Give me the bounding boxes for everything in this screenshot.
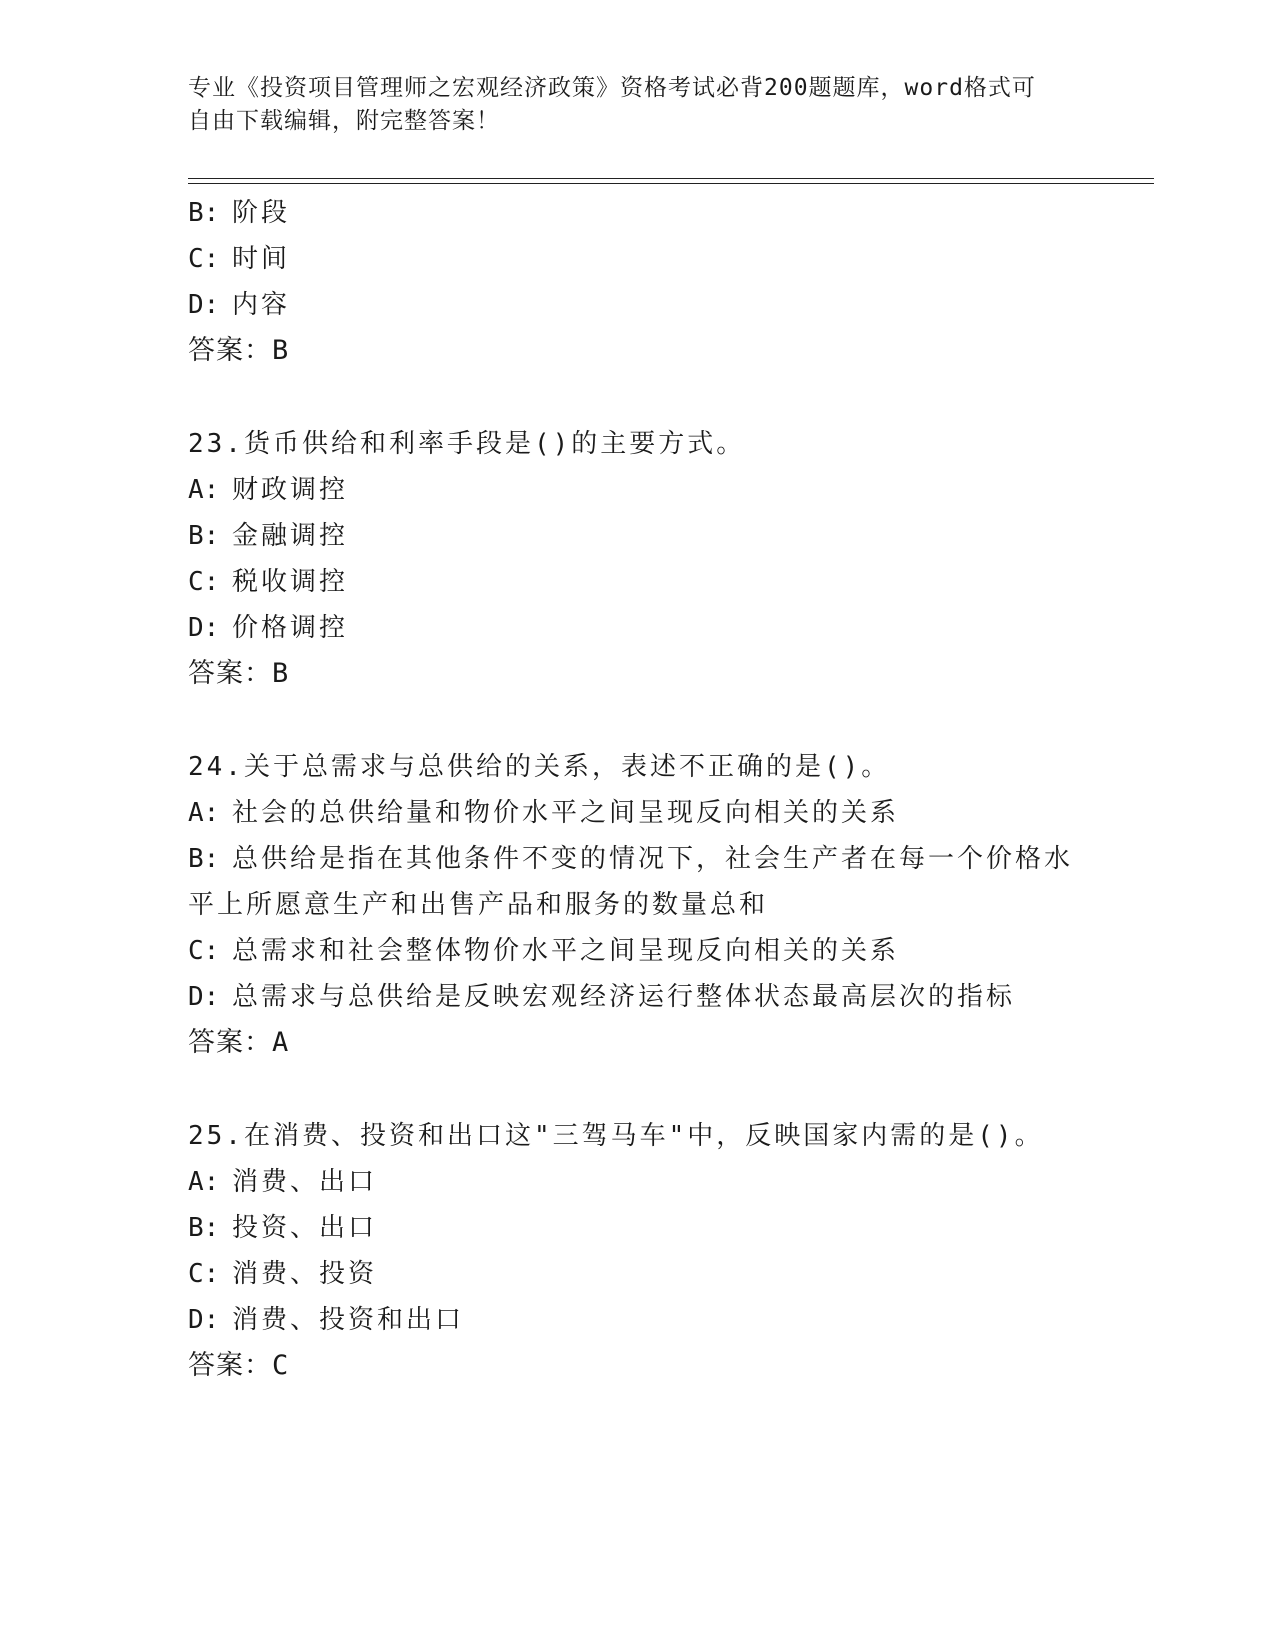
question-stem: 24.关于总需求与总供给的关系，表述不正确的是()。 [188,752,891,782]
option-a [188,1159,1088,1205]
answer-value: B [272,658,289,689]
option-label: A: [188,1167,220,1197]
prev-question-block [188,190,1088,374]
option-c [188,559,1088,605]
option-d [188,282,1088,328]
answer-value: C [272,1350,289,1381]
option-text: 总需求和社会整体物价水平之间呈现反向相关的关系 [232,936,900,966]
option-label: A: [188,475,220,505]
option-text: 税收调控 [232,567,349,597]
option-text: 总供给是指在其他条件不变的情况下，社会生产者在每一个价格水 [232,844,1074,874]
option-b-continuation: 平上所愿意生产和出售产品和服务的数量总和 [188,890,769,920]
answer-line [188,1020,1088,1066]
option-text: 社会的总供给量和物价水平之间呈现反向相关的关系 [232,798,900,828]
option-text: 价格调控 [232,613,349,643]
question-24 [188,744,1088,1066]
option-d [188,1297,1088,1343]
option-label: D: [188,1305,220,1335]
answer-line [188,1343,1088,1389]
answer-value: A [272,1027,289,1058]
option-label: C: [188,1259,220,1289]
option-text: 总需求与总供给是反映宏观经济运行整体状态最高层次的指标 [232,982,1016,1012]
option-text: 内容 [232,290,291,320]
option-label: C: [188,567,220,597]
option-c [188,236,1088,282]
document-header [188,72,1068,138]
answer-label: 答案： [188,1350,272,1381]
option-label: B: [188,844,220,874]
option-label: D: [188,982,220,1012]
option-text: 财政调控 [232,475,349,505]
header-rule-bottom [188,183,1154,184]
option-label: D: [188,613,220,643]
option-label: B: [188,521,220,551]
option-label: B: [188,1213,220,1243]
question-stem: 25.在消费、投资和出口这"三驾马车"中，反映国家内需的是()。 [188,1121,1044,1151]
option-d [188,974,1088,1020]
option-text: 金融调控 [232,521,349,551]
option-a [188,467,1088,513]
header-rule-top [188,178,1154,179]
option-b [188,1205,1088,1251]
question-23 [188,421,1088,697]
question-content [188,190,1088,1389]
answer-label: 答案： [188,658,272,689]
option-text: 时间 [232,244,291,274]
question-25 [188,1113,1088,1389]
question-stem: 23.货币供给和利率手段是()的主要方式。 [188,429,746,459]
option-text: 消费、投资和出口 [232,1305,465,1335]
answer-label: 答案： [188,1027,272,1058]
answer-label: 答案： [188,335,272,366]
option-text: 消费、投资 [232,1259,378,1289]
option-text: 投资、出口 [232,1213,378,1243]
option-label: C: [188,244,220,274]
header-line-1: 专业《投资项目管理师之宏观经济政策》资格考试必背200题题库，word格式可 [188,75,1036,101]
option-c [188,928,1088,974]
option-label: B: [188,198,220,228]
option-b [188,513,1088,559]
option-label: D: [188,290,220,320]
header-line-2: 自由下载编辑，附完整答案！ [188,108,500,134]
option-label: C: [188,936,220,966]
option-b [188,190,1088,236]
option-a [188,790,1088,836]
answer-value: B [272,335,289,366]
option-text: 消费、出口 [232,1167,378,1197]
option-d [188,605,1088,651]
option-b [188,836,1088,882]
option-text: 阶段 [232,198,291,228]
answer-line [188,328,1088,374]
option-label: A: [188,798,220,828]
answer-line [188,651,1088,697]
option-c [188,1251,1088,1297]
